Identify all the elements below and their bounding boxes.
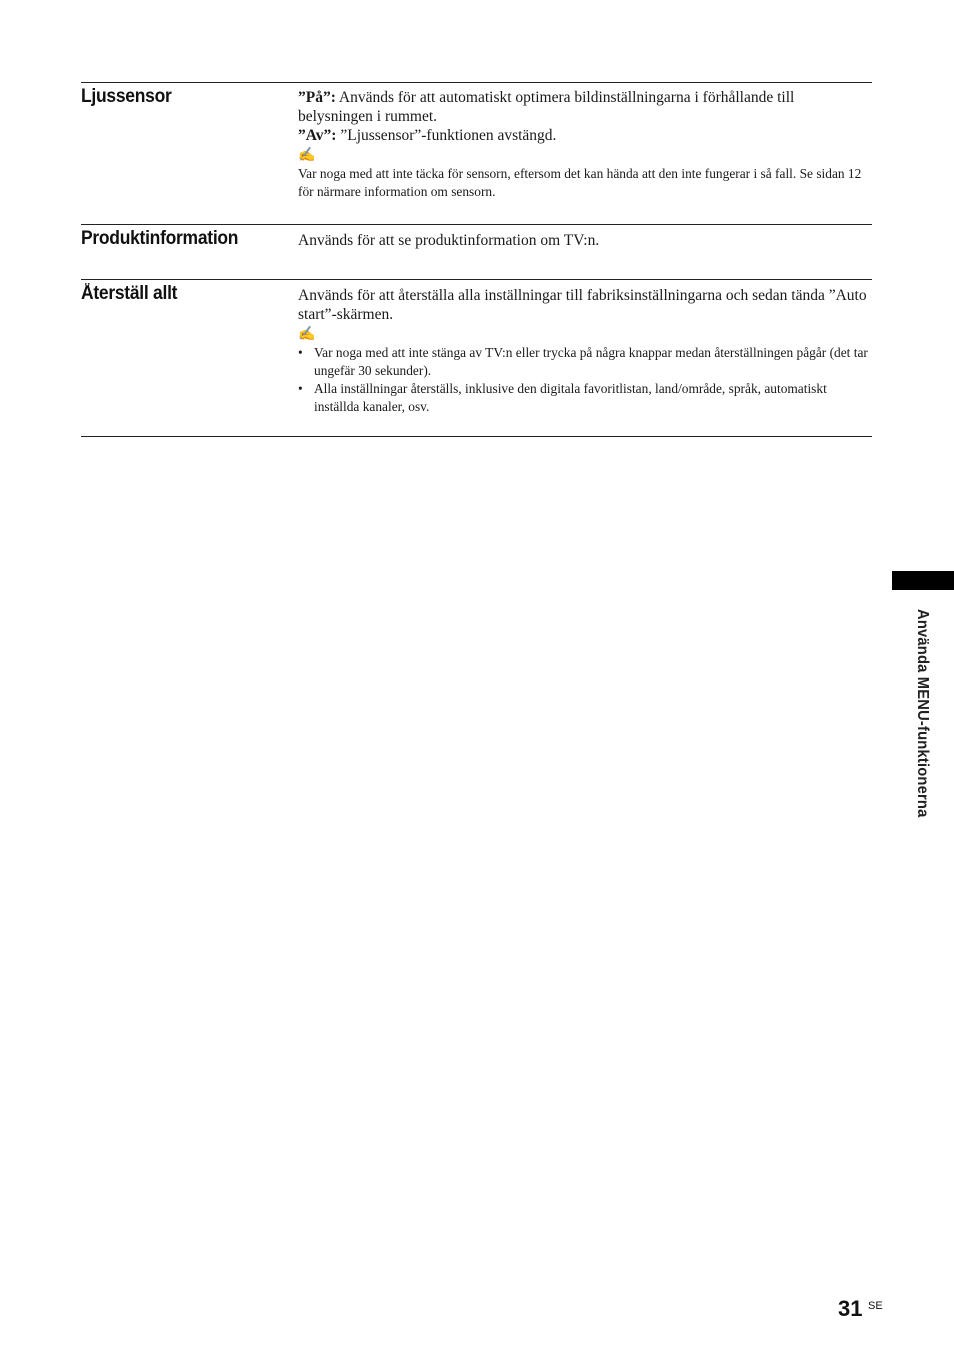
option-av-label: ”Av”: <box>298 127 337 144</box>
note-bullet <box>298 380 872 415</box>
section-side-label: Använda MENU-funktionerna <box>914 609 931 818</box>
note-bullet-text: Alla inställningar återställs, inklusive den digitala favoritlistan, land/område, språk, automatiskt inställda kanaler, osv. <box>314 381 827 414</box>
option-pa-label: ”På”: <box>298 89 336 106</box>
desc-produktinformation <box>298 231 872 250</box>
note-pencil-icon: ✍ <box>298 327 316 342</box>
rule-bottom <box>81 436 872 437</box>
option-pa-text: Används för att automatiskt optimera bildinställningarna i förhållande till belysningen i rummet. <box>298 89 795 125</box>
bullet-dot: • <box>298 345 303 360</box>
desc-aterstall-allt <box>298 286 872 415</box>
note-ljussensor: Var noga med att inte täcka för sensorn, eftersom det kan hända att den inte fungerar i så fall. Se sidan 12 för närmare information om sensorn. <box>298 166 862 199</box>
note-bullet <box>298 344 872 379</box>
note-bullet-text: Var noga med att inte stänga av TV:n eller trycka på några knappar medan återställningen pågår (det tar ungefär 30 sekunder). <box>314 345 868 378</box>
rule-row-3 <box>81 279 872 280</box>
note-pencil-icon: ✍ <box>298 148 316 163</box>
produktinformation-text: Används för att se produktinformation om TV:n. <box>298 232 600 249</box>
option-pa <box>298 88 872 126</box>
option-av <box>298 126 872 145</box>
page-language-code: SE <box>868 1300 883 1312</box>
term-ljussensor: Ljussensor <box>81 86 172 107</box>
page-number: 31 <box>838 1296 863 1321</box>
bullet-dot: • <box>298 381 303 396</box>
desc-ljussensor <box>298 88 872 201</box>
rule-top <box>81 82 872 83</box>
option-av-text: ”Ljussensor”-funktionen avstängd. <box>336 127 557 144</box>
rule-row-2 <box>81 224 872 225</box>
term-aterstall-allt: Återställ allt <box>81 283 178 304</box>
section-tab-marker <box>892 571 954 590</box>
aterstall-text: Används för att återställa alla inställningar till fabriksinställningarna och sedan tända ”Auto start”-skärmen. <box>298 287 867 323</box>
term-produktinformation: Produktinformation <box>81 228 239 249</box>
